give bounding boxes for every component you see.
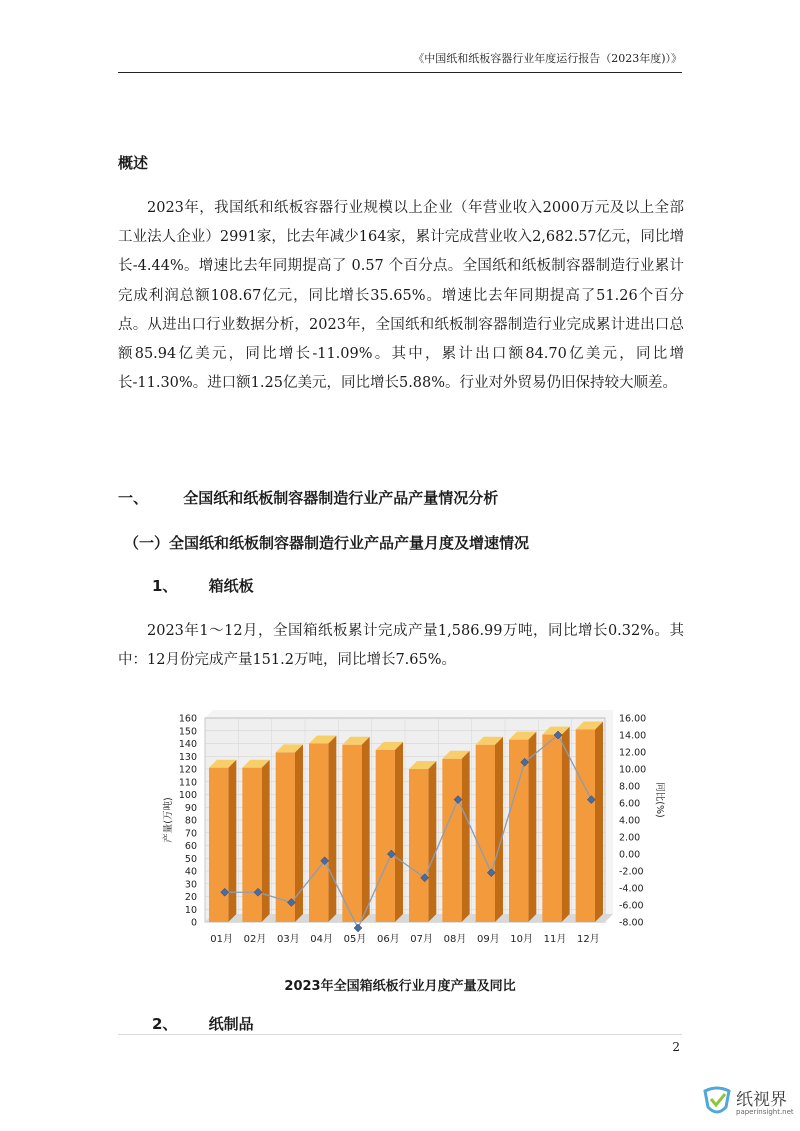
item-1-title: 箱纸板 bbox=[208, 577, 254, 595]
section-1-number: 一、 bbox=[118, 489, 149, 507]
y-tick-label: 130 bbox=[178, 751, 197, 763]
item-2-heading bbox=[152, 1013, 254, 1034]
item-2-number: 2、 bbox=[152, 1015, 178, 1033]
bar-side bbox=[495, 737, 503, 922]
bar bbox=[542, 735, 561, 922]
x-tick-label: 04月 bbox=[310, 934, 334, 945]
brand-logo bbox=[702, 1085, 798, 1127]
y-right-tick-label: -4.00 bbox=[619, 883, 644, 895]
bar bbox=[276, 752, 295, 922]
y-right-tick-label: 14.00 bbox=[619, 730, 647, 742]
y-tick-label: 10 bbox=[184, 904, 197, 916]
growth-marker bbox=[354, 924, 362, 932]
x-tick-label: 05月 bbox=[343, 934, 367, 945]
y-tick-label: 50 bbox=[184, 853, 197, 865]
bar-side bbox=[395, 742, 403, 922]
x-tick-label: 03月 bbox=[276, 934, 300, 945]
bar bbox=[576, 729, 595, 922]
bar bbox=[342, 745, 361, 922]
bar-side bbox=[328, 736, 336, 923]
y-tick-label: 90 bbox=[184, 802, 197, 814]
x-tick-label: 12月 bbox=[576, 934, 600, 945]
x-tick-label: 08月 bbox=[443, 934, 467, 945]
logo-url: paperinsight.net bbox=[736, 1108, 794, 1116]
y-tick-label: 100 bbox=[178, 790, 197, 801]
item-1-heading bbox=[152, 575, 254, 596]
bar-side bbox=[528, 732, 536, 922]
logo-icon bbox=[702, 1085, 732, 1119]
bar-side bbox=[428, 761, 436, 922]
y-tick-label: 140 bbox=[178, 739, 197, 750]
y-tick-label: 30 bbox=[184, 879, 197, 891]
page-number: 2 bbox=[672, 1040, 680, 1054]
y-right-tick-label: -6.00 bbox=[619, 900, 644, 912]
bar-side bbox=[595, 721, 603, 922]
section-1-heading bbox=[118, 487, 498, 508]
bar bbox=[209, 768, 228, 922]
y-right-tick-label: -8.00 bbox=[619, 917, 644, 929]
x-tick-label: 10月 bbox=[510, 934, 534, 945]
y-tick-label: 70 bbox=[184, 828, 197, 840]
running-header bbox=[118, 50, 682, 73]
y-tick-label: 160 bbox=[178, 713, 197, 725]
y-tick-label: 150 bbox=[178, 726, 197, 738]
y-tick-label: 60 bbox=[184, 841, 197, 852]
bar-side bbox=[262, 760, 270, 922]
footer-divider bbox=[118, 1034, 682, 1035]
y-right-tick-label: -2.00 bbox=[619, 866, 644, 878]
item-2-title: 纸制品 bbox=[208, 1015, 254, 1033]
x-tick-label: 01月 bbox=[210, 934, 234, 945]
bar-side bbox=[462, 751, 470, 922]
y-axis-label: 产量(万吨) bbox=[163, 797, 174, 843]
y-right-tick-label: 2.00 bbox=[619, 832, 641, 844]
overview-paragraph: 2023年，我国纸和纸板容器行业规模以上企业（年营业收入2000万元及以上全部工业法人企业）2991家，比去年减少164家，累计完成营业收入2,682.57亿元，同比增长-4.44%。增速比去年同期提高了 0.57 个百分点。全国纸和纸板制容器制造行业累计完成利润总额108.67亿元，同比增长35.65%。增速比去年同期提高了51.26个百分点。从进出口行业数据分析，2023年，全国纸和纸板制容器制造行业完成累计进出口总额85.94亿美元，同比增长-11.09%。其中，累计出口额84.70亿美元，同比增长-11.30%。进口额1.25亿美元，同比增长5.88%。行业对外贸易仍旧保持较大顺差。 bbox=[118, 200, 684, 392]
x-tick-label: 07月 bbox=[410, 934, 434, 945]
logo-text: 纸视界 bbox=[736, 1090, 787, 1110]
y-tick-label: 110 bbox=[178, 777, 197, 789]
y-right-tick-label: 16.00 bbox=[619, 713, 647, 725]
bar bbox=[376, 750, 395, 922]
y-tick-label: 20 bbox=[184, 892, 197, 903]
y-right-tick-label: 4.00 bbox=[619, 815, 641, 827]
y-right-tick-label: 10.00 bbox=[619, 764, 647, 776]
y-tick-label: 80 bbox=[184, 815, 197, 827]
section-1-title: 全国纸和纸板制容器制造行业产品产量情况分析 bbox=[183, 489, 499, 507]
x-tick-label: 06月 bbox=[376, 934, 400, 945]
bar bbox=[442, 759, 461, 922]
bar-side bbox=[228, 760, 236, 922]
x-tick-label: 09月 bbox=[476, 934, 500, 945]
y-right-tick-label: 6.00 bbox=[619, 798, 641, 810]
bar bbox=[409, 769, 428, 922]
y-right-axis-label: 同比(%) bbox=[654, 782, 665, 818]
y-tick-label: 0 bbox=[190, 917, 197, 929]
bar-side bbox=[362, 737, 370, 922]
bar bbox=[509, 740, 528, 922]
production-chart bbox=[155, 708, 665, 953]
y-right-tick-label: 0.00 bbox=[619, 849, 641, 861]
item-1-number: 1、 bbox=[152, 577, 178, 595]
bar bbox=[242, 768, 261, 922]
bar bbox=[476, 745, 495, 922]
y-right-tick-label: 12.00 bbox=[619, 747, 647, 759]
header-text: 《中国纸和纸板容器行业年度运行报告（2023年度)）》 bbox=[413, 52, 682, 65]
x-tick-label: 02月 bbox=[243, 934, 267, 945]
subsection-1-heading: （一）全国纸和纸板制容器制造行业产品产量月度及增速情况 bbox=[124, 534, 530, 552]
item-1-paragraph: 2023年1～12月，全国箱纸板累计完成产量1,586.99万吨，同比增长0.32%。其中：12月份完成产量151.2万吨，同比增长7.65%。 bbox=[118, 623, 684, 669]
bar bbox=[309, 744, 328, 923]
y-tick-label: 40 bbox=[184, 866, 197, 878]
x-tick-label: 11月 bbox=[543, 934, 567, 945]
chart-title: 2023年全国箱纸板行业月度产量及同比 bbox=[284, 979, 516, 994]
y-tick-label: 120 bbox=[178, 764, 197, 776]
y-right-tick-label: 8.00 bbox=[619, 781, 641, 793]
overview-title: 概述 bbox=[118, 154, 149, 172]
